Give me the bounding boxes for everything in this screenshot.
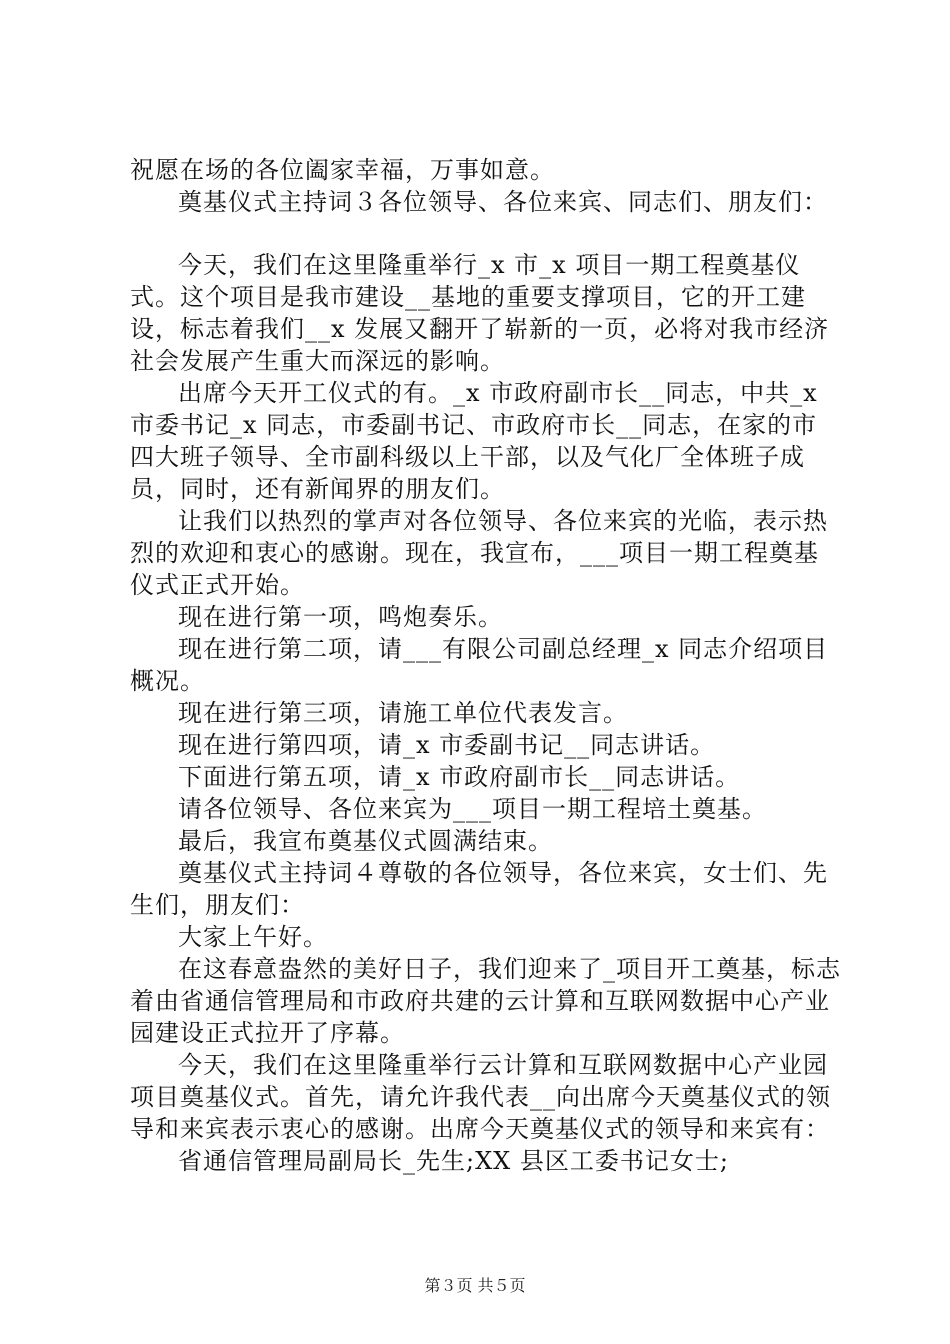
- paragraph: 祝愿在场的各位阖家幸福，万事如意。: [130, 156, 555, 184]
- page-number-footer: 第３页 共５页: [424, 1276, 526, 1295]
- paragraph: 省通信管理局副局长_先生;XX 县区工委书记女士;: [178, 1147, 729, 1175]
- paragraph: 现在进行第一项，鸣炮奏乐。: [178, 603, 503, 631]
- paragraph: 奠基仪式主持词３各位领导、各位来宾、同志们、朋友们：: [178, 188, 828, 216]
- paragraph: 请各位领导、各位来宾为___项目一期工程培土奠基。: [178, 795, 767, 823]
- paragraph: 奠基仪式主持词４尊敬的各位领导，各位来宾，女士们、先生们，朋友们：: [130, 859, 828, 919]
- paragraph: 现在进行第二项，请___有限公司副总经理_x 同志介绍项目概况。: [130, 635, 829, 695]
- paragraph: 让我们以热烈的掌声对各位领导、各位来宾的光临，表示热烈的欢迎和衷心的感谢。现在，我宣布，___项目一期工程奠基仪式正式开始。: [130, 507, 828, 599]
- document-body: [130, 154, 842, 1177]
- paragraph: 在这春意盎然的美好日子，我们迎来了_项目开工奠基，标志着由省通信管理局和市政府共建的云计算和互联网数据中心产业园建设正式拉开了序幕。: [130, 955, 841, 1047]
- paragraph: 最后，我宣布奠基仪式圆满结束。: [178, 827, 553, 855]
- paragraph-spacer: [130, 218, 842, 249]
- paragraph: 大家上午好。: [178, 923, 328, 951]
- paragraph: 出席今天开工仪式的有。_x 市政府副市长__同志，中共_x 市委书记_x 同志，市委副书记、市政府市长__同志，在家的市四大班子领导、全市副科级以上干部，以及气化厂全体班子成员，同时，还有新闻界的朋友们。: [130, 379, 827, 503]
- paragraph: 今天，我们在这里隆重举行_x 市_x 项目一期工程奠基仪式。这个项目是我市建设__基地的重要支撑项目，它的开工建设，标志着我们__x 发展又翻开了崭新的一页，必将对我市经济社会发展产生重大而深远的影响。: [130, 251, 830, 375]
- paragraph: 今天，我们在这里隆重举行云计算和互联网数据中心产业园项目奠基仪式。首先，请允许我代表__向出席今天奠基仪式的领导和来宾表示衷心的感谢。出席今天奠基仪式的领导和来宾有：: [130, 1051, 831, 1143]
- paragraph: 现在进行第四项，请_x 市委副书记__同志讲话。: [178, 731, 716, 759]
- paragraph: 现在进行第三项，请施工单位代表发言。: [178, 699, 628, 727]
- paragraph: 下面进行第五项，请_x 市政府副市长__同志讲话。: [178, 763, 741, 791]
